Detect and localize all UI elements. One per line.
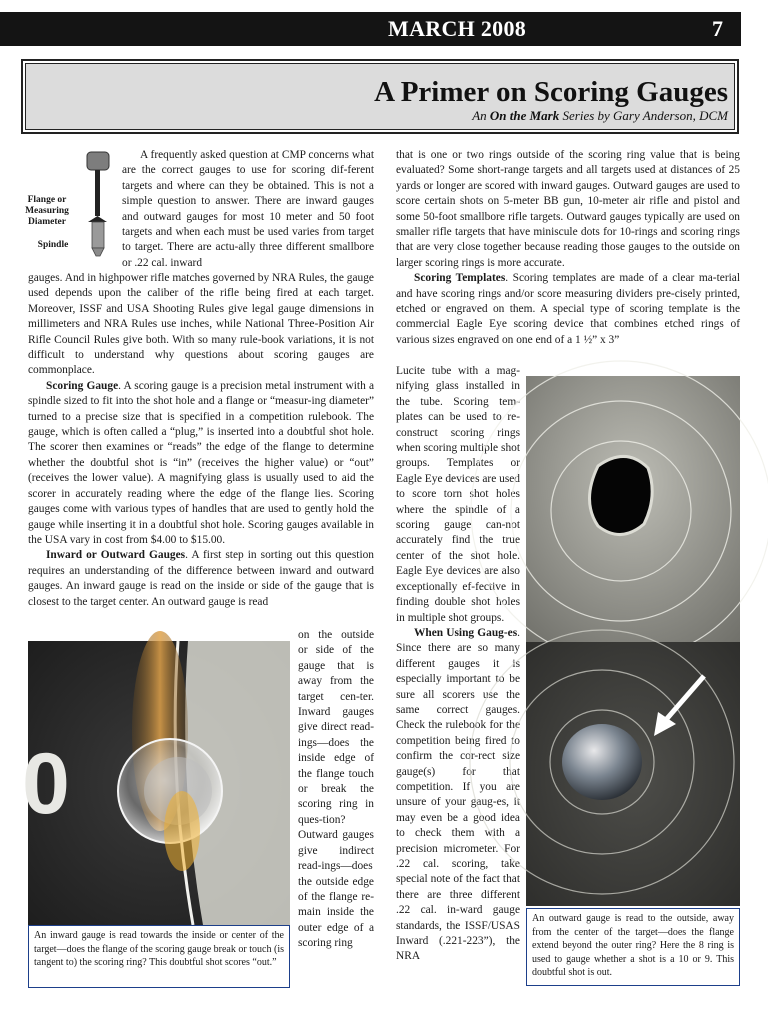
title-box [25,63,735,130]
inward-gauge-caption: An inward gauge is read towards the inside or center of the target—does the flange of the scoring gauge break or touch (is tangent to) the scoring ring? This doubtful shot scores “out.” [28,925,290,988]
gauge-spindle [92,222,104,248]
left-column-text [28,271,374,610]
series-name: On the Mark [489,108,560,123]
article-subtitle [472,108,728,124]
scoring-gauge-paragraph: Scoring Gauge. A scoring gauge is a precision metal instrument with a spindle sized to fit into the shot hole and a flange or “measur-ing diameter” turned to a precise size that is specified in a competition rulebook. The gauge, which is often called a “plug,” is inserted into a doubtful shot hole. The scorer then examines or “reads” the edge of the flange to determine whether the doubtful shot is “in” (receives the higher value) or “out” (receives the lower value). A magnifying glass is usually used to aid the scorer in accurately reading where the edge of the flange lies. Scoring gauges come with various types of handles that are used to gently hold the gauge while inserting it in a doubtful shot hole. Scoring gauges available in the USA vary in cost from $4.00 to $15.00. [28,379,374,546]
inward-outward-paragraph: Inward or Outward Gauges. A first step in sorting out this question requires an understanding of the difference between inward and outward gauges. An inward gauge is read on the inside or side of the gauge that is closest to the target center. An outward gauge is read [28,549,374,608]
gauge-shaft [95,170,100,216]
inward-gauge-photo [22,641,290,925]
outward-gauge-caption: An outward gauge is read to the outside, away from the center of the target—does the flange extend beyond the outer ring? Here the 8 ring is used to gauge whether a shot is a 10 or 9. This doubtful shot is out. [526,908,740,986]
eagle-eye-paragraph: Lucite tube with a mag-nifying glass installed in the tube. Scoring tem-plates can be used to re-construct scoring rings when scoring multiple shot groups. Templates or Eagle Eye devices are used to score torn shot holes where the spindle of a scoring gauge can-not accurately find the true center of the shot hole. Eagle Eye devices are also exceptionally ef-fective in finding double shot holes in multiple shot groups. [396,365,520,624]
outward-gauge-photo [526,642,740,906]
spindle-label: Spindle [37,240,69,250]
scoring-gauge-diagram [78,150,120,262]
right-column-text [396,148,740,348]
right-narrow-column [396,364,520,965]
left-narrow-column: on the outside or side of the gauge that is away from the target cen-ter. Inward gauges give direct read-ings—does the inside edge of the flange touch or break the scoring ring in ques-tion? Outward gauges give indirect read-ings—does the outside edge of the flange re-main inside the outer edge of a scoring ring [298,629,374,950]
gauge-flange [88,216,107,222]
subtitle-prefix: An [472,108,490,123]
flange-label: Flange or Measuring Diameter [25,195,69,227]
target-digit: 0 [22,736,70,832]
page-header-bar [0,12,741,46]
subtitle-suffix: Series by Gary Anderson, DCM [559,108,728,123]
scoring-templates-paragraph: Scoring Templates. Scoring templates are made of a clear ma-terial and have scoring rings and/or score measuring dividers pre-cisely printed, etched or engraved on them. A special type of scoring template is the commercial Eagle Eye scoring device that combines etched rings of various sizes engraved on one end of a 1 ½” x 3” [396,272,740,346]
gauge-usage-paragraph: that is one or two rings outside of the scoring ring value that is being evaluated? Some short-range targets and all targets used at distances of 25 yards or longer are scored with inward gauges. Outward gauges are used to score certain shots on 5-meter BB gun, 10-meter air rifle and pistol and some 50-foot smallbore rifle targets. Outward gauges typically are used on smaller rifle targets that have miniscule dots for 10-rings and scoring rings that are very close together because reading those gauges to the outside on larger scoring rings is more accurate. [396,149,740,269]
gauge-handle [87,152,109,170]
page-number: 7 [712,16,723,41]
when-using-gauges-paragraph: When Using Gaug-es. Since there are so many different gauges it is especially important to be sure all scorers use the same correct gauges. Check the rulebook for the competition being fired to confirm the cor-rect size gauge(s) for that competition. If you are unsure of your gaug-es, it may even be a good idea to check them with a precision micrometer. For .22 cal. scoring, take special note of the fact that there are three different .22 cal. in-ward gauge standards, the ISSF/USAS Inward (.221-223”), the NRA [396,626,520,963]
article-title: A Primer on Scoring Gauges [374,76,728,108]
issue-date: MARCH 2008 [388,16,527,41]
intro-paragraph-top: A frequently asked question at CMP concerns what are the correct gauges to use for scoring dif-ferent targets and where can they be obtained. This is not a simple question to answer. There are inward gauges and outward gauges for most 10 meter and 50 foot targets and when each must be used varies from target to target. There are actu-ally three different smallbore or .22 cal. inward [122,149,374,269]
intro-continuation: gauges. And in highpower rifle matches governed by NRA Rules, the gauge used depends upon the caliber of the rifle being fired at each target. Moreover, ISSF and USA Shooting Rules give legal gauge dimensions in millimeters and NRA Rules use inches, while National Three-Position Air Rifle Council Rules give both. With so many rule-book variations, it is not difficult to understand why questions about scoring gauges are commonplace. [28,272,374,377]
torn-shot-hole-photo [526,376,740,642]
